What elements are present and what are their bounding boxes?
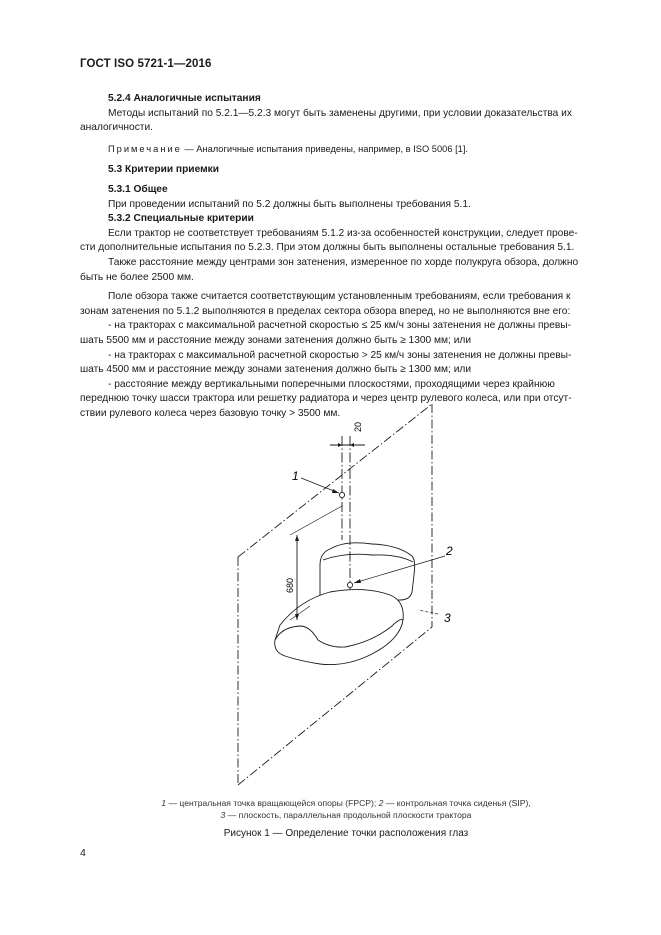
list-item: - на тракторах с максимальной расчетной скоростью ≤ 25 км/ч зоны затенения не должны превы-: [108, 320, 572, 332]
figure-legend: [80, 797, 612, 822]
paragraph-line: сти дополнительные испытания по 5.2.3. При этом должны быть выполнены остальные требования 5.1.: [80, 242, 575, 254]
dimension-680-label: 680: [285, 577, 295, 593]
figure-1-eye-position: [200, 395, 480, 795]
list-item-continued: шать 5500 мм и расстояние между зонами затенения должно быть ≥ 1300 мм; или: [80, 334, 472, 346]
paragraph-line: При проведении испытаний по 5.2 должны быть выполнены требования 5.1.: [108, 198, 471, 210]
callout-3: 3: [444, 611, 451, 625]
paragraph-line: аналогичности.: [80, 122, 153, 134]
section-heading-5-3-1: 5.3.1 Общее: [108, 183, 168, 195]
list-item-continued: переднюю точку шасси трактора или решетку радиатора и через центр рулевого колеса, или при отсут-: [80, 393, 572, 405]
callout-1: 1: [292, 469, 299, 483]
page-number: 4: [80, 847, 86, 859]
point-sip: [347, 582, 352, 587]
dimension-20-label: 20: [353, 421, 363, 432]
callout-2: 2: [446, 544, 453, 558]
paragraph-line: Методы испытаний по 5.2.1—5.2.3 могут быть заменены другими, при условии доказательства их: [108, 107, 572, 119]
note-label: Примечание: [108, 143, 182, 154]
list-item-continued: ствии рулевого колеса через базовую точку > 3500 мм.: [80, 407, 341, 419]
seat-cushion: [275, 590, 404, 665]
section-heading-5-3: 5.3 Критерии приемки: [108, 164, 219, 176]
paragraph-line: Если трактор не соответствует требованиям 5.1.2 из-за особенностей конструкции, следует прове-: [108, 227, 578, 239]
section-heading-5-2-4: 5.2.4 Аналогичные испытания: [108, 93, 261, 104]
figure-caption: Рисунок 1 — Определение точки расположения глаз: [223, 828, 469, 839]
list-item-continued: шать 4500 мм и расстояние между зонами затенения должно быть ≥ 1300 мм; или: [80, 364, 472, 376]
note-text: — Аналогичные испытания приведены, например, в ISO 5006 [1].: [181, 143, 468, 154]
point-fpcp: [339, 492, 344, 497]
list-item: - на тракторах с максимальной расчетной скоростью > 25 км/ч зоны затенения не должны превы-: [108, 349, 572, 361]
list-item: - расстояние между вертикальными поперечными плоскостями, проходящими через крайнюю: [108, 378, 555, 390]
document-body: [80, 92, 612, 421]
paragraph-line: быть не более 2500 мм.: [80, 271, 194, 283]
paragraph-line: Поле обзора также считается соответствующим установленным требованиям, если требования к: [108, 291, 571, 303]
legend-line: 3 — плоскость, параллельная продольной плоскости трактора: [220, 810, 472, 821]
note: [80, 142, 612, 157]
document-header: ГОСТ ISO 5721-1—2016: [80, 58, 212, 70]
legend-line: 1 — центральная точка вращающейся опоры (FPCP); 2 — контрольная точка сиденья (SIP),: [161, 798, 531, 808]
paragraph-line: Также расстояние между центрами зон затенения, измеренное по хорде полукруга обзора, должно: [108, 256, 579, 268]
section-heading-5-3-2: 5.3.2 Специальные критерии: [108, 213, 254, 225]
paragraph-line: зонам затенения по 5.1.2 выполняются в пределах сектора обзора вперед, но не выполняются вне его:: [80, 305, 571, 317]
